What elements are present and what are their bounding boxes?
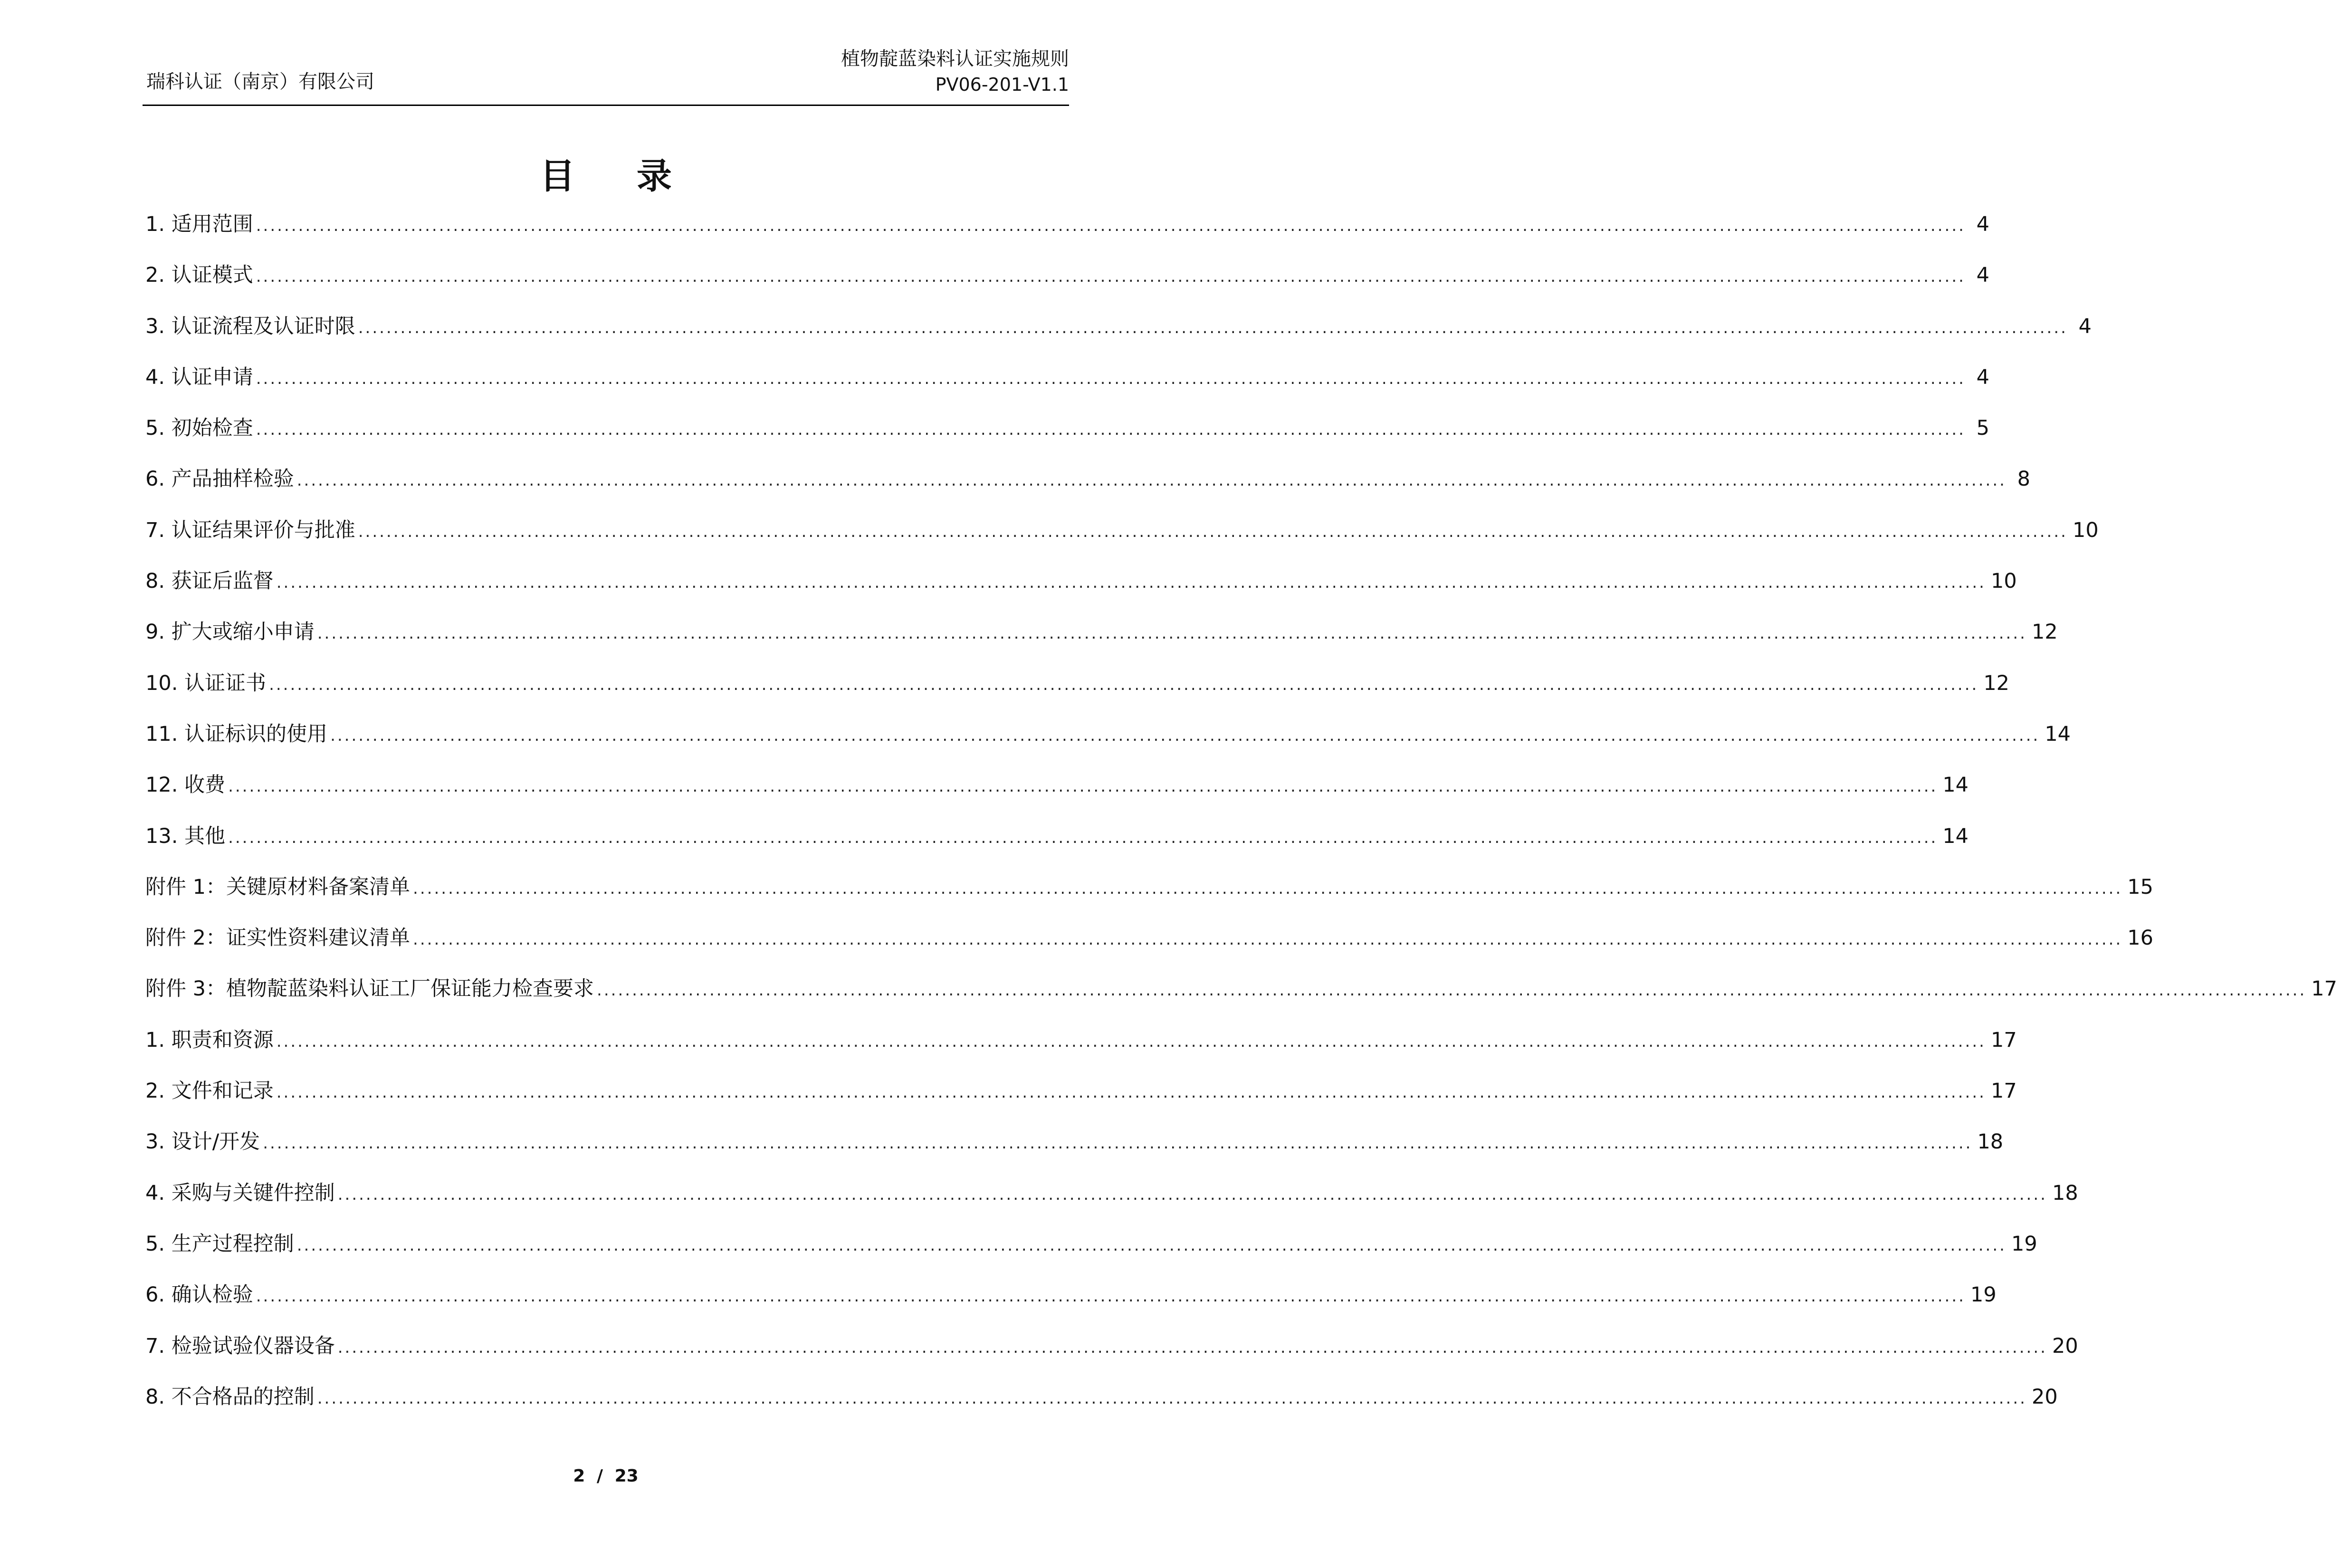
toc-entry-label: 9. 扩大或缩小申请 xyxy=(145,620,315,644)
toc-dot-leader: ................................................................................................................................................................................................................................................... xyxy=(317,1388,2027,1408)
toc-entry-label: 11. 认证标识的使用 xyxy=(145,722,328,746)
company-name: 瑞科认证（南京）有限公司 xyxy=(146,71,374,93)
toc-entry[interactable] xyxy=(143,564,2017,615)
toc-entry[interactable] xyxy=(143,309,2092,360)
toc-entry-page-number: 10 xyxy=(1990,569,2017,593)
toc-entry-page-number: 17 xyxy=(2311,977,2338,1001)
toc-dot-leader: ................................................................................................................................................................................................................................................... xyxy=(256,369,1966,388)
page-header xyxy=(143,0,1069,106)
toc-entry[interactable] xyxy=(143,360,1989,411)
toc-entry-label: 3. 设计/开发 xyxy=(145,1130,260,1154)
toc-entry-page-number: 16 xyxy=(2127,926,2154,950)
toc-entry-label: 12. 收费 xyxy=(145,773,226,797)
toc-entry-label: 附件 3：植物靛蓝染料认证工厂保证能力检查要求 xyxy=(145,977,594,1001)
toc-dot-leader: ................................................................................................................................................................................................................................................... xyxy=(358,522,2068,541)
toc-entry[interactable] xyxy=(143,1074,2017,1125)
toc-entry-page-number: 4 xyxy=(1976,212,1989,236)
toc-dot-leader: ................................................................................................................................................................................................................................................... xyxy=(337,1338,2047,1357)
toc-entry[interactable] xyxy=(143,513,2099,564)
toc-entry-page-number: 20 xyxy=(2052,1334,2078,1358)
toc-entry-page-number: 5 xyxy=(1976,416,1989,440)
toc-entry-label: 3. 认证流程及认证时限 xyxy=(145,314,355,338)
toc-entry-page-number: 15 xyxy=(2127,875,2154,899)
toc-entry[interactable] xyxy=(143,1329,2078,1380)
toc-entry[interactable] xyxy=(143,666,2010,717)
toc-dot-leader: ................................................................................................................................................................................................................................................... xyxy=(296,471,2007,490)
toc-dot-leader: ................................................................................................................................................................................................................................................... xyxy=(330,726,2040,745)
toc-entry-page-number: 19 xyxy=(2011,1232,2037,1256)
toc-entry[interactable] xyxy=(143,462,2030,513)
toc-dot-leader: ................................................................................................................................................................................................................................................... xyxy=(276,1032,1986,1051)
header-divider xyxy=(143,105,1069,106)
toc-entry-page-number: 14 xyxy=(1942,824,1969,848)
current-page-number: 2 xyxy=(573,1466,585,1486)
toc-entry-label: 6. 产品抽样检验 xyxy=(145,467,294,491)
toc-entry[interactable] xyxy=(143,1176,2078,1227)
toc-entry-label: 2. 文件和记录 xyxy=(145,1079,274,1103)
toc-entry-page-number: 4 xyxy=(2078,314,2092,338)
toc-dot-leader: ................................................................................................................................................................................................................................................... xyxy=(269,675,1979,694)
toc-dot-leader: ................................................................................................................................................................................................................................................... xyxy=(276,573,1986,593)
toc-entry[interactable] xyxy=(143,411,1989,462)
toc-entry-label: 1. 适用范围 xyxy=(145,212,253,236)
toc-entry[interactable] xyxy=(143,207,1989,258)
toc-entry[interactable] xyxy=(143,717,2071,768)
toc-dot-leader: ................................................................................................................................................................................................................................................... xyxy=(228,777,1938,796)
toc-entry-page-number: 14 xyxy=(2045,722,2071,746)
toc-entry[interactable] xyxy=(143,1278,1997,1329)
toc-dot-leader: ................................................................................................................................................................................................................................................... xyxy=(256,420,1966,440)
page-number-footer xyxy=(0,1466,1212,1486)
toc-entry[interactable] xyxy=(143,921,2154,972)
toc-dot-leader: ................................................................................................................................................................................................................................................... xyxy=(296,1235,2007,1255)
toc-dot-leader: ................................................................................................................................................................................................................................................... xyxy=(256,216,1966,235)
toc-dot-leader: ................................................................................................................................................................................................................................................... xyxy=(256,1287,1966,1306)
toc-entry-label: 8. 获证后监督 xyxy=(145,569,274,593)
toc-entry-label: 4. 认证申请 xyxy=(145,365,253,389)
toc-heading: 目 录 xyxy=(540,156,697,197)
toc-entry-page-number: 12 xyxy=(1983,671,2010,695)
toc-dot-leader: ................................................................................................................................................................................................................................................... xyxy=(358,318,2068,337)
toc-dot-leader: ................................................................................................................................................................................................................................................... xyxy=(413,879,2123,898)
document-code: PV06-201-V1.1 xyxy=(935,74,1069,95)
page-separator: / xyxy=(596,1466,603,1486)
toc-entry[interactable] xyxy=(143,615,2058,666)
toc-entry-label: 5. 初始检查 xyxy=(145,416,253,440)
table-of-contents xyxy=(143,207,2338,1431)
toc-entry-label: 10. 认证证书 xyxy=(145,671,267,695)
toc-entry-page-number: 10 xyxy=(2072,518,2099,542)
toc-entry-label: 7. 检验试验仪器设备 xyxy=(145,1334,335,1358)
toc-entry-label: 2. 认证模式 xyxy=(145,263,253,287)
toc-entry[interactable] xyxy=(143,819,1969,870)
toc-entry-page-number: 4 xyxy=(1976,365,1989,389)
toc-entry-page-number: 17 xyxy=(1990,1079,2017,1103)
toc-entry-page-number: 14 xyxy=(1942,773,1969,797)
toc-entry-page-number: 12 xyxy=(2031,620,2058,644)
toc-entry-label: 1. 职责和资源 xyxy=(145,1028,274,1052)
toc-dot-leader: ................................................................................................................................................................................................................................................... xyxy=(276,1083,1986,1102)
total-pages-number: 23 xyxy=(614,1466,639,1486)
toc-entry-label: 5. 生产过程控制 xyxy=(145,1232,294,1256)
toc-entry-label: 4. 采购与关键件控制 xyxy=(145,1181,335,1205)
toc-entry[interactable] xyxy=(143,1380,2058,1431)
toc-entry-label: 附件 1：关键原材料备案清单 xyxy=(145,875,411,899)
toc-entry-label: 13. 其他 xyxy=(145,824,226,848)
toc-dot-leader: ................................................................................................................................................................................................................................................... xyxy=(413,930,2123,949)
toc-entry-page-number: 8 xyxy=(2017,467,2030,491)
toc-dot-leader: ................................................................................................................................................................................................................................................... xyxy=(256,267,1966,287)
toc-entry[interactable] xyxy=(143,972,2338,1023)
toc-entry-label: 7. 认证结果评价与批准 xyxy=(145,518,355,542)
toc-entry[interactable] xyxy=(143,1023,2017,1074)
toc-dot-leader: ................................................................................................................................................................................................................................................... xyxy=(263,1134,1973,1153)
toc-entry[interactable] xyxy=(143,768,1969,819)
toc-entry-page-number: 17 xyxy=(1990,1028,2017,1052)
toc-dot-leader: ................................................................................................................................................................................................................................................... xyxy=(228,828,1938,847)
toc-entry[interactable] xyxy=(143,870,2154,921)
toc-dot-leader: ................................................................................................................................................................................................................................................... xyxy=(597,981,2307,1000)
toc-entry[interactable] xyxy=(143,258,1989,309)
toc-entry-label: 8. 不合格品的控制 xyxy=(145,1385,315,1409)
toc-entry[interactable] xyxy=(143,1125,2004,1176)
document-title: 植物靛蓝染料认证实施规则 xyxy=(841,48,1069,70)
toc-entry[interactable] xyxy=(143,1227,2037,1278)
toc-entry-page-number: 4 xyxy=(1976,263,1989,287)
toc-entry-page-number: 19 xyxy=(1970,1283,1997,1307)
toc-entry-page-number: 18 xyxy=(2052,1181,2078,1205)
toc-dot-leader: ................................................................................................................................................................................................................................................... xyxy=(317,624,2027,643)
toc-entry-label: 6. 确认检验 xyxy=(145,1283,253,1307)
toc-entry-page-number: 20 xyxy=(2031,1385,2058,1409)
toc-dot-leader: ................................................................................................................................................................................................................................................... xyxy=(337,1185,2047,1204)
toc-entry-label: 附件 2：证实性资料建议清单 xyxy=(145,926,411,950)
toc-entry-page-number: 18 xyxy=(1977,1130,2004,1154)
